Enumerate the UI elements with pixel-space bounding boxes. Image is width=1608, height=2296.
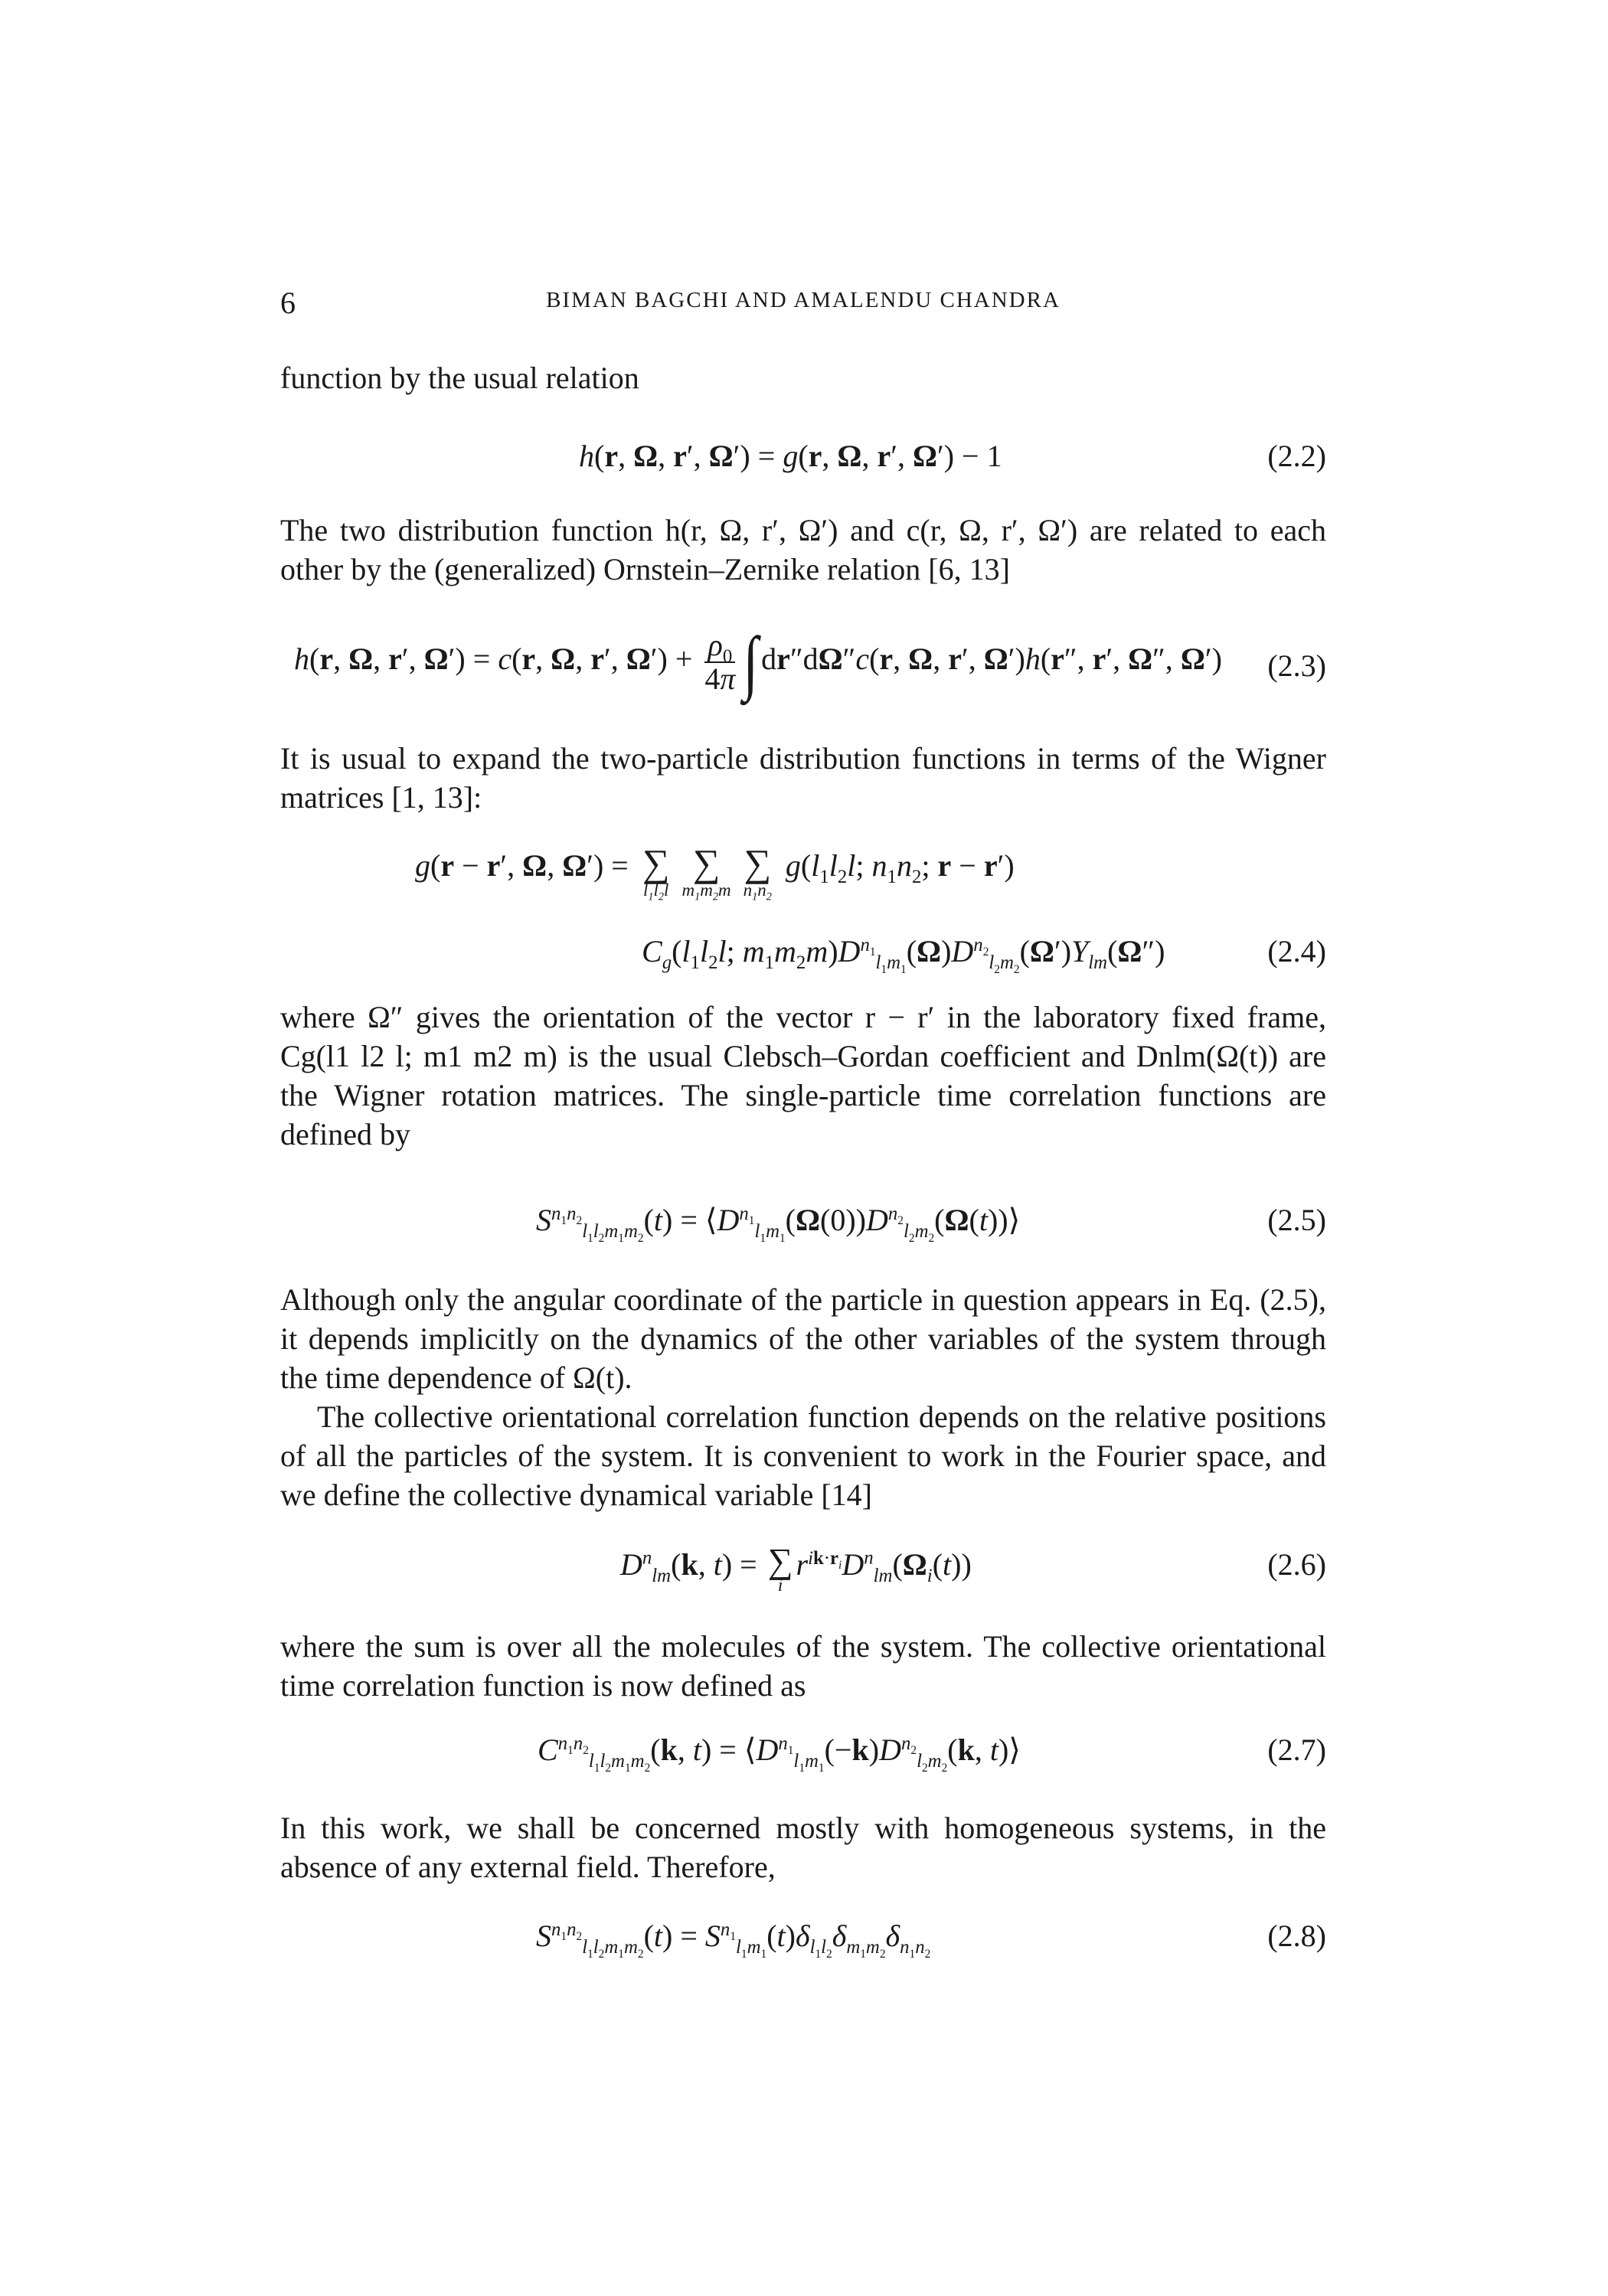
equation-number: (2.5) <box>1267 1203 1326 1237</box>
equation-number: (2.4) <box>1267 934 1326 968</box>
equation-2-6-body: $D^n_{lm}(k$, t) = ∑ i $r^{ik\cdot r_i}D^n_{lm}(\Omega_i(t))$ <box>620 1541 972 1595</box>
fraction-rho-over-4pi: $\frac{\rho_0}{4\pi}$ <box>704 628 736 696</box>
equation-2-3-body: h(r, Ω, r′, Ω′) = c(r, Ω, r′, Ω′) + $\frac{\rho_0}{4\pi}$ ∫ dr″dΩ″c(r, Ω, r′, Ω′)h(r″, r′, Ω″, Ω′) <box>294 622 1222 702</box>
sum-symbol: ∑ $n_1n_2$ <box>743 841 772 903</box>
integral-sign: ∫ <box>743 622 759 702</box>
equation-2-4-line-1: g(r − r′, Ω, Ω′) = ∑ $l_1l_2l$ ∑ $m_1m_2m$ ∑ $n_1n_2$ $g(l_1l_2l$; $n_1n_2$; r − r′) <box>415 841 1015 903</box>
paragraph-5: Although only the angular coordinate of the particle in question appears in Eq. (2.5), it depends implicitly on the dynamics of the other variables of the system through the time dependence of Ω(t). <box>280 1282 1326 1395</box>
equation-2-8-body: $S^{n_1n_2}_{l_1l_2m_1m_2}(t) = S^{n_1}_{l_1m_1}(t)\delta_{l_1l_2}\delta_{m_1m_2}\delta_{n_1n_2}$ <box>536 1919 931 1961</box>
sum-symbol: ∑ $l_1l_2l$ <box>642 841 670 903</box>
paragraph-2: The two distribution function h(r, Ω, r′, Ω′) and c(r, Ω, r′, Ω′) are related to each other by the (generalized) Ornstein–Zernike relation [6, 13] <box>280 513 1326 586</box>
paragraph-7: where the sum is over all the molecules of the system. The collective orientational time correlation function is now defined as <box>280 1629 1326 1703</box>
equation-number: (2.6) <box>1267 1547 1326 1582</box>
page-number: 6 <box>280 286 296 320</box>
paragraph-4: where Ω″ gives the orientation of the vector r − r′ in the laboratory fixed frame, Cg(l1 l2 l; m1 m2 m) is the usual Clebsch–Gordan coefficient and Dnlm(Ω(t)) are the Wigner rotation matrices. The single-particle time correlation functions are defined by <box>280 1000 1326 1151</box>
equation-number: (2.8) <box>1267 1919 1326 1953</box>
sum-symbol: ∑ i <box>767 1541 793 1595</box>
paragraph-6: The collective orientational correlation function depends on the relative positions of all the particles of the system. It is convenient to work in the Fourier space, and we define the collective dynamical variable [14] <box>280 1399 1326 1512</box>
equation-2-3 <box>280 622 1326 714</box>
equation-2-2-body: h(r, Ω, r′, Ω′) = g(r, Ω, r′, Ω′) − 1 <box>579 439 1002 473</box>
equation-2-5-body: $S^{n_1n_2}_{l_1l_2m_1m_2}(t)$ = $⟨D^{n_1}_{l_1m_1}(\Omega(0))D^{n_2}_{l_2m_2}(\Omega(t))⟩$ <box>536 1203 1021 1245</box>
equation-2-4 <box>280 841 1326 999</box>
equation-number: (2.2) <box>1267 439 1326 473</box>
equation-2-6 <box>280 1541 1326 1606</box>
equation-number: (2.7) <box>1267 1733 1326 1767</box>
page-header <box>280 285 1326 323</box>
paragraph-8: In this work, we shall be concerned mostly with homogeneous systems, in the absence of any external field. Therefore, <box>280 1811 1326 1884</box>
equation-2-7-body: $C^{n_1n_2}_{l_1l_2m_1m_2}(k$, $t) = ⟨D^{n_1}_{l_1m_1}(-k)D^{n_2}_{l_2m_2}(k$, t)⟩ <box>538 1733 1021 1775</box>
sum-symbol: ∑ $m_1m_2m$ <box>681 841 731 903</box>
paragraph-3: It is usual to expand the two-particle distribution functions in terms of the Wigner matrices [1, 13]: <box>280 741 1326 815</box>
paragraph-1: function by the usual relation <box>280 361 639 395</box>
equation-2-4-line-2: $C_g(l_1l_2l$; $m_1m_2m)D^{n_1}_{l_1m_1}(\Omega)D^{n_2}_{l_2m_2}(\Omega')Y_{lm}(\Omega'')$ <box>642 934 1165 976</box>
equation-number: (2.3) <box>1267 648 1326 683</box>
running-title: BIMAN BAGCHI AND AMALENDU CHANDRA <box>546 288 1061 312</box>
